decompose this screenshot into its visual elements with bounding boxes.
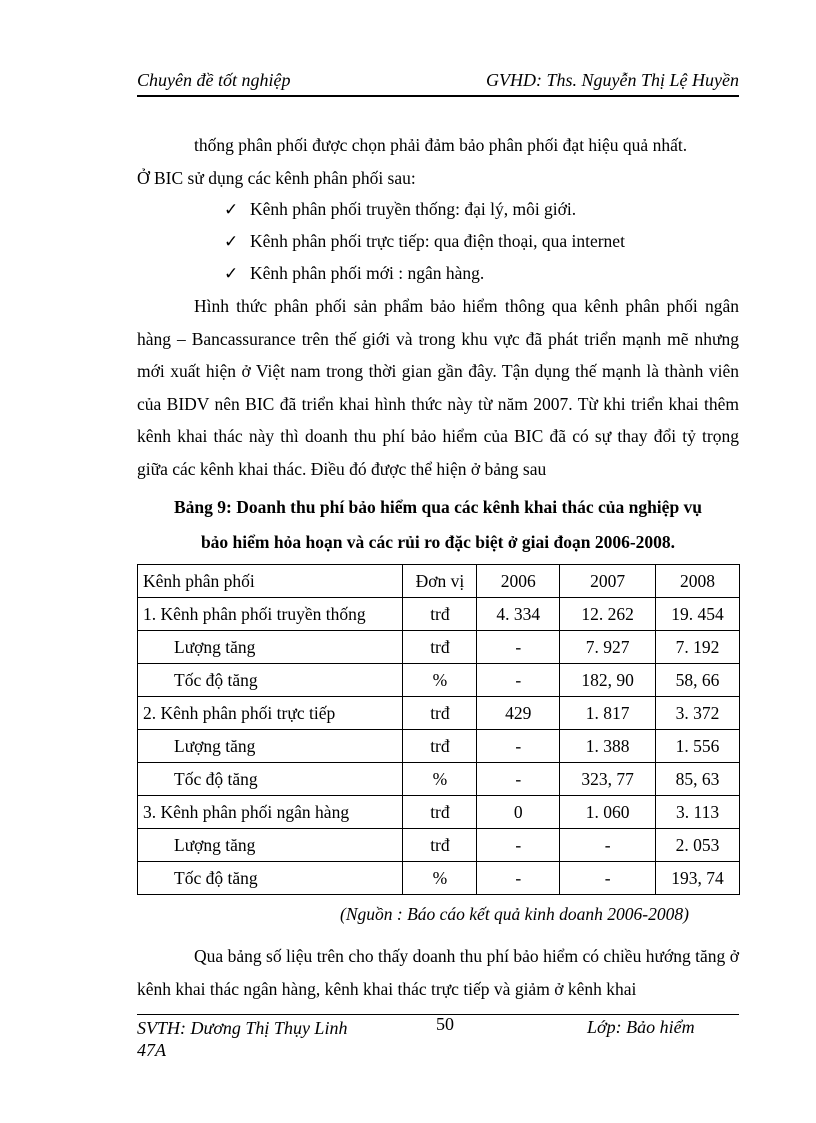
footer-student-class: 47A (137, 1040, 166, 1060)
table-row (138, 763, 740, 796)
header-cell: 2006 (477, 565, 560, 598)
table-cell: 85, 63 (656, 763, 740, 796)
table-cell: 3. Kênh phân phối ngân hàng (138, 796, 403, 829)
footer-class: Lớp: Bảo hiểm (587, 1017, 695, 1037)
table-cell: 19. 454 (656, 598, 740, 631)
table-row (138, 829, 740, 862)
page-number: 50 (436, 1014, 454, 1034)
paragraph-3: Qua bảng số liệu trên cho thấy doanh thu phí bảo hiểm có chiều hướng tăng ở kênh khai thác ngân hàng, kênh khai thác trực tiếp và giảm ở kênh khai (137, 946, 739, 999)
table-cell: trđ (403, 730, 477, 763)
table-cell: 3. 113 (656, 796, 740, 829)
table-cell: 323, 77 (560, 763, 656, 796)
table-cell: trđ (403, 631, 477, 664)
header-right: GVHD: Ths. Nguyễn Thị Lệ Huyền (486, 70, 739, 90)
table-cell: 1. 388 (560, 730, 656, 763)
table-cell: 7. 927 (560, 631, 656, 664)
paragraph-1-line1: thống phân phối được chọn phải đảm bảo phân phối đạt hiệu quả nhất. (194, 135, 688, 155)
check-icon: ✓ (224, 264, 239, 283)
caption-line2: bảo hiểm hỏa hoạn và các rủi ro đặc biệt ở giai đoạn 2006-2008. (200, 532, 676, 552)
table-caption (137, 490, 739, 560)
header-cell: 2007 (560, 565, 656, 598)
table-cell: 7. 192 (656, 631, 740, 664)
header-cell: 2008 (656, 565, 740, 598)
table-cell: 1. 556 (656, 730, 740, 763)
table-row (138, 730, 740, 763)
bullet-item (224, 257, 484, 290)
bullet-item (224, 225, 625, 258)
paragraph-1 (137, 129, 739, 194)
table-cell: trđ (403, 697, 477, 730)
table-row (138, 697, 740, 730)
table-cell: - (477, 730, 560, 763)
table-cell: 1. Kênh phân phối truyền thống (138, 598, 403, 631)
table-cell: % (403, 664, 477, 697)
header-cell: Đơn vị (403, 565, 477, 598)
table-cell: trđ (403, 796, 477, 829)
table-cell: trđ (403, 829, 477, 862)
table-cell: 182, 90 (560, 664, 656, 697)
table-row (138, 631, 740, 664)
table-cell: 193, 74 (656, 862, 740, 895)
table-row (138, 664, 740, 697)
footer-student (137, 1017, 347, 1061)
header-divider (137, 95, 739, 98)
table-cell: Lượng tăng (138, 730, 403, 763)
bullet-item (224, 193, 576, 226)
paragraph-1-line2: Ở BIC sử dụng các kênh phân phối sau: (137, 167, 416, 188)
table-cell: Lượng tăng (138, 829, 403, 862)
table-row (138, 796, 740, 829)
table-cell: 12. 262 (560, 598, 656, 631)
table-cell: - (560, 862, 656, 895)
table-cell: trđ (403, 598, 477, 631)
revenue-table (137, 564, 740, 895)
bullet-text: Kênh phân phối truyền thống: đại lý, môi giới. (250, 199, 577, 219)
caption-line1: Bảng 9: Doanh thu phí bảo hiểm qua các kênh khai thác của nghiệp vụ (173, 497, 703, 517)
table-cell: Tốc độ tăng (138, 664, 403, 697)
paragraph-2: Hình thức phân phối sản phẩm bảo hiểm thông qua kênh phân phối ngân hàng – Bancassurance trên thế giới và trong khu vực đã phát triển mạnh mẽ nhưng mới xuất hiện ở Việt nam trong thời gian gần đây. Tận dụng thế mạnh là thành viên của BIDV nên BIC đã triển khai hình thức này từ năm 2007. Từ khi triển khai thêm kênh khai thác này thì doanh thu phí bảo hiểm của BIC đã có sự thay đổi tỷ trọng giữa các kênh khai thác. Điều đó được thể hiện ở bảng sau (137, 296, 739, 479)
table-header-row (138, 565, 740, 598)
table-cell: - (477, 763, 560, 796)
table-cell: - (477, 829, 560, 862)
table-row (138, 862, 740, 895)
header-cell: Kênh phân phối (138, 565, 403, 598)
source-note: (Nguồn : Báo cáo kết quả kinh doanh 2006-2008) (340, 904, 689, 924)
check-icon: ✓ (224, 200, 239, 219)
table-row (138, 598, 740, 631)
table-cell: - (477, 862, 560, 895)
bullet-text: Kênh phân phối trực tiếp: qua điện thoại, qua internet (250, 231, 625, 251)
bullet-text: Kênh phân phối mới : ngân hàng. (250, 263, 485, 283)
table-cell: Tốc độ tăng (138, 763, 403, 796)
table-cell: 4. 334 (477, 598, 560, 631)
table-cell: % (403, 862, 477, 895)
table-cell: 1. 817 (560, 697, 656, 730)
table-cell: - (477, 664, 560, 697)
footer-student-name: SVTH: Dương Thị Thụy Linh (137, 1018, 348, 1038)
table-cell: 0 (477, 796, 560, 829)
table-cell: 2. 053 (656, 829, 740, 862)
table-cell: 429 (477, 697, 560, 730)
table-cell: 1. 060 (560, 796, 656, 829)
table-cell: - (477, 631, 560, 664)
table-cell: Tốc độ tăng (138, 862, 403, 895)
header-left: Chuyên đề tốt nghiệp (137, 70, 291, 90)
table-cell: Lượng tăng (138, 631, 403, 664)
table-cell: 3. 372 (656, 697, 740, 730)
table-cell: % (403, 763, 477, 796)
table-cell: 2. Kênh phân phối trực tiếp (138, 697, 403, 730)
check-icon: ✓ (224, 232, 239, 251)
table-cell: - (560, 829, 656, 862)
table-cell: 58, 66 (656, 664, 740, 697)
